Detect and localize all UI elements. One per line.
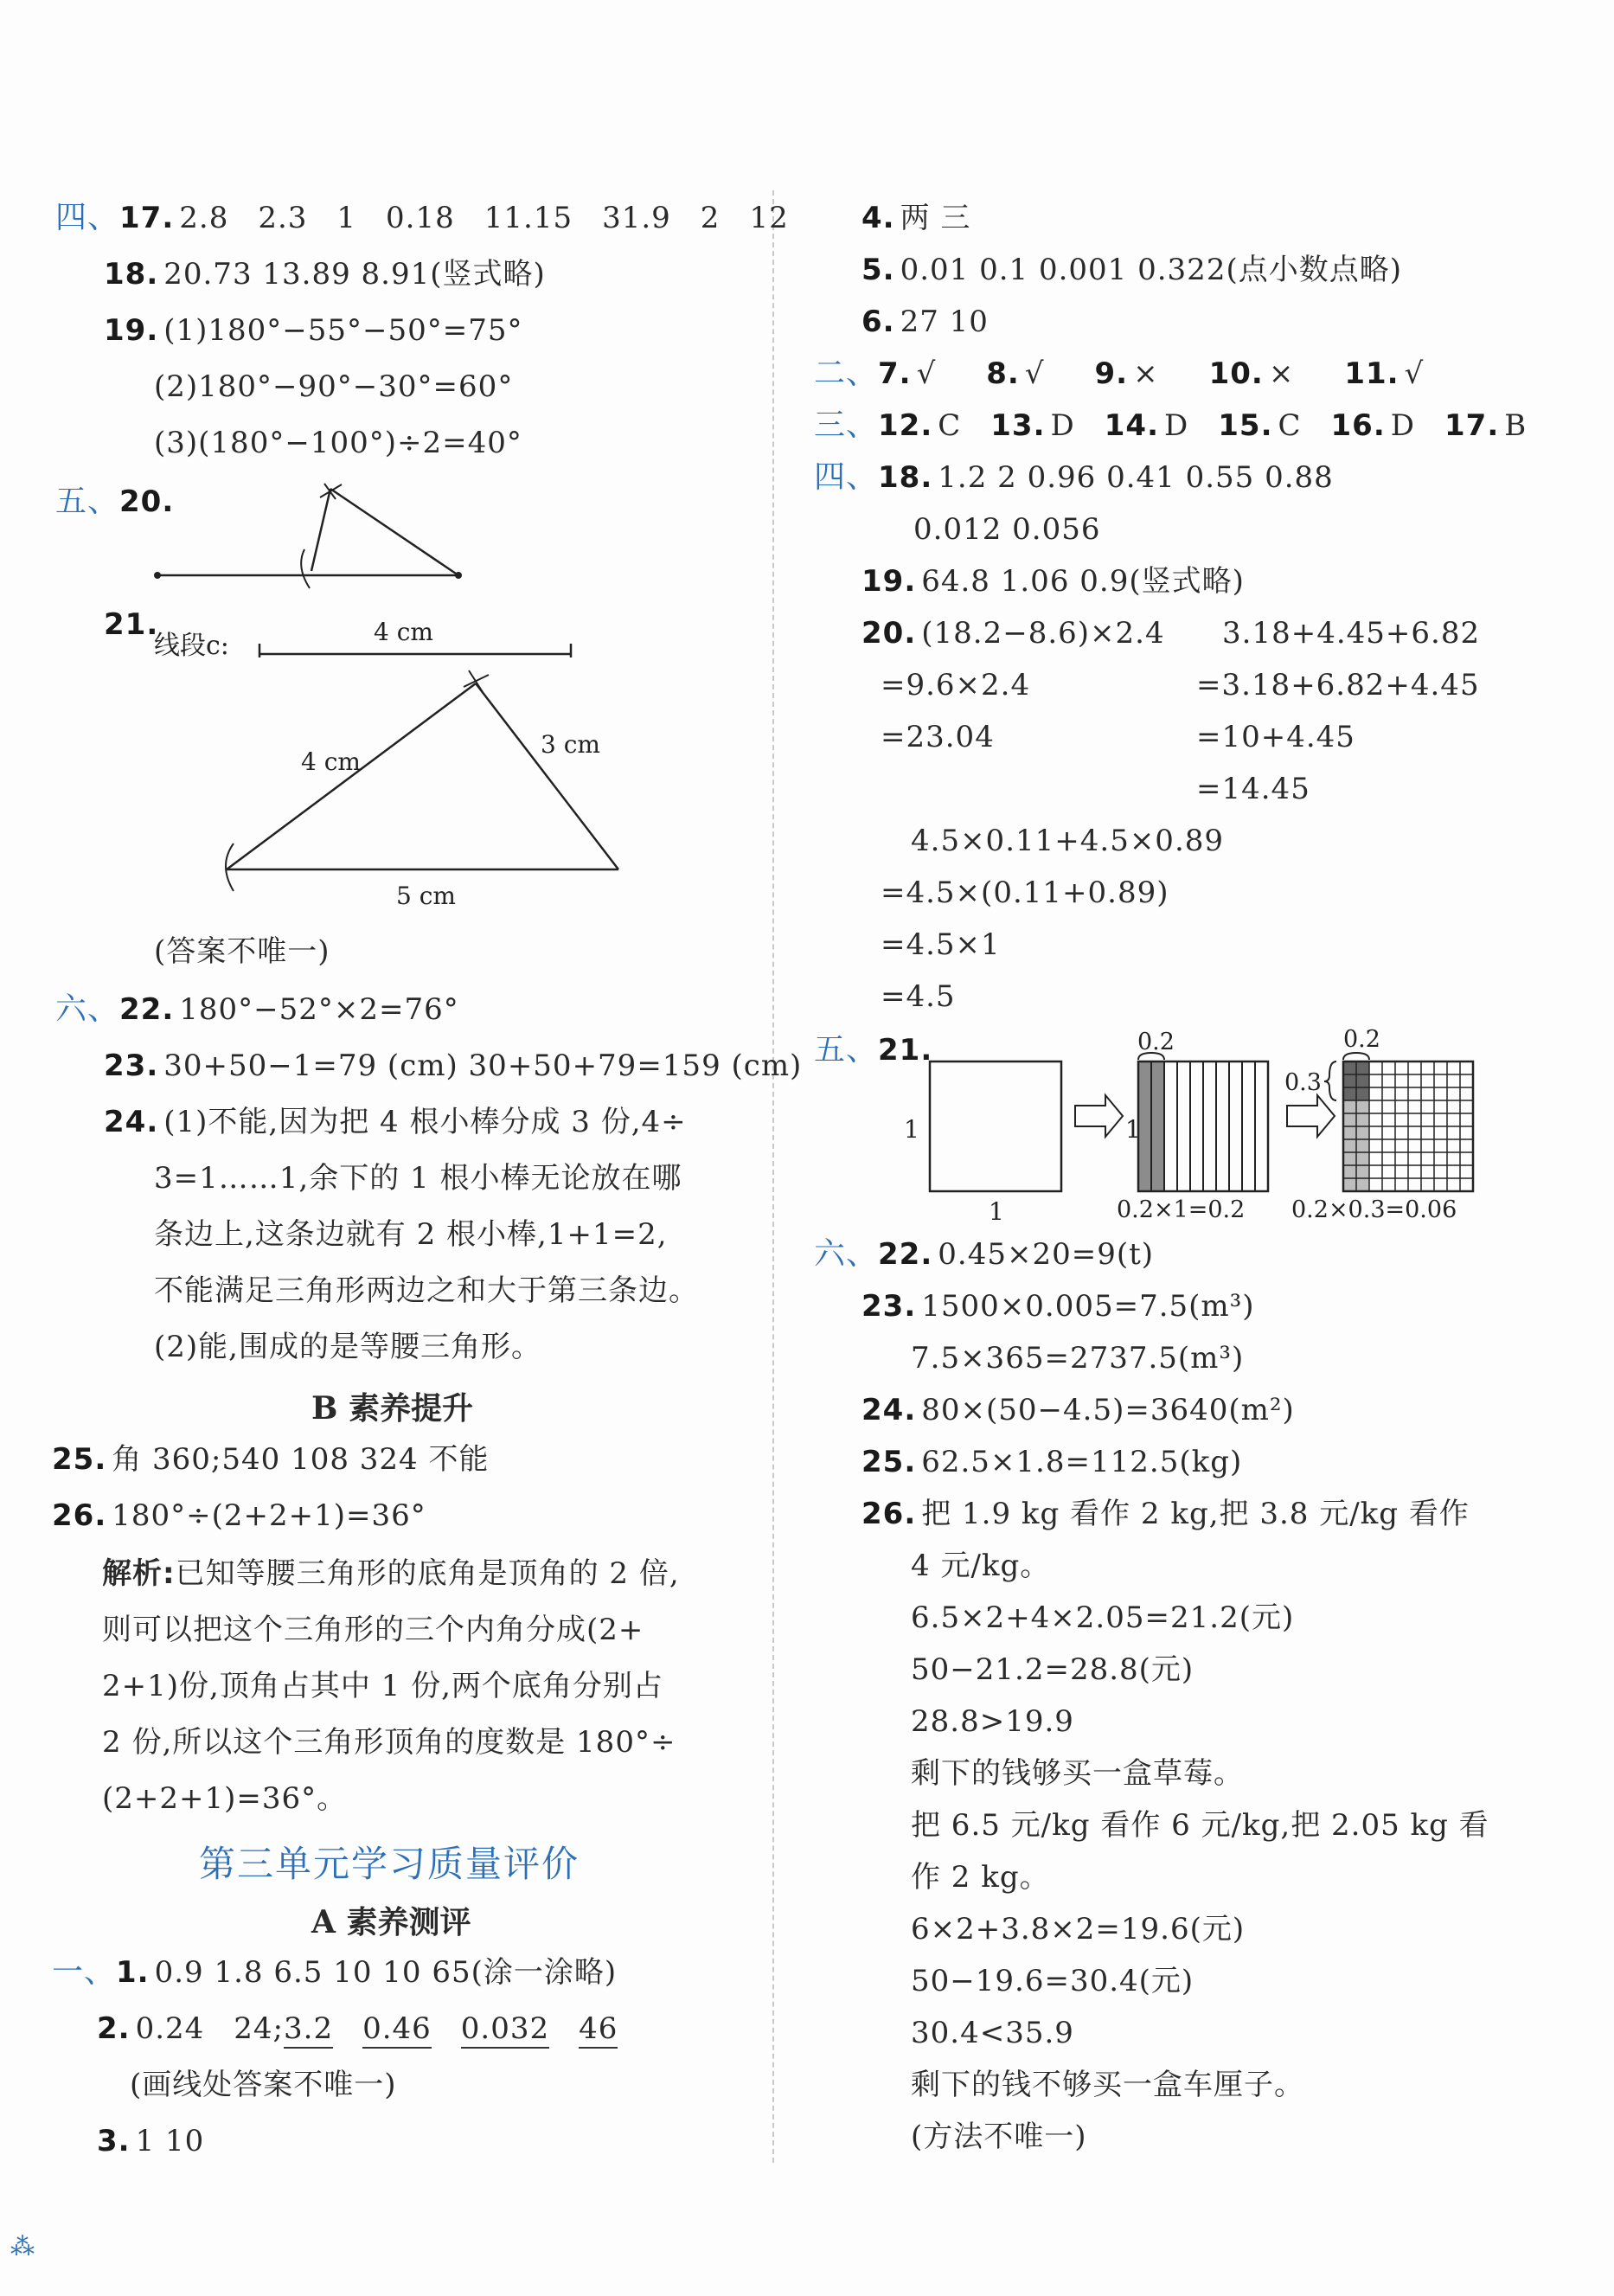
answer-26: 26. 180°÷(2+2+1)=36° — [52, 1498, 426, 1533]
question-number: 17. — [119, 201, 175, 235]
decimal-area-model — [893, 1017, 1611, 1233]
analysis-line2: 则可以把这个三角形的三个内角分成(2+ — [102, 1613, 644, 1647]
answer-18: 18. 20.73 13.89 8.91(竖式略) — [104, 257, 546, 292]
answer-24: 24. (1)不能,因为把 4 根小棒分成 3 份,4÷ — [104, 1105, 687, 1139]
heading-b: B 素养提升 — [311, 1390, 473, 1427]
answer-r20-c1: 4.5×0.11+4.5×0.89 — [911, 824, 1225, 858]
corner-mark-icon: ⁂ — [10, 2232, 35, 2261]
answer-24-line4: 不能满足三角形两边之和大于第三条边。 — [154, 1273, 699, 1308]
side-left-label: 4 cm — [301, 747, 361, 776]
answer-r20-b3: =10+4.45 — [1196, 720, 1355, 754]
answer-r20-b4: =14.45 — [1196, 772, 1310, 806]
answer-r22: 六、22. 0.45×20=9(t) — [814, 1236, 1155, 1272]
answer-24-line2: 3=1……1,余下的 1 根小棒无论放在哪 — [154, 1161, 682, 1196]
answer-r26-line6: 剩下的钱够买一盒草莓。 — [911, 1756, 1244, 1791]
triangle-construction-20 — [147, 480, 476, 593]
triangle-construction-21 — [147, 606, 631, 917]
grid-top-label: 0.2 — [1343, 1026, 1380, 1053]
unit-square — [930, 1061, 1061, 1191]
answer-1: 一、1. 0.9 1.8 6.5 10 10 65(涂一涂略) — [52, 1954, 618, 1990]
grid-caption: 0.2×0.3=0.06 — [1291, 1196, 1457, 1223]
answer-r20-a2: =9.6×2.4 — [881, 668, 1031, 702]
answer-3: 3. 1 10 — [97, 2124, 205, 2158]
answer-r18-line2: 0.012 0.056 — [913, 512, 1101, 547]
answer-25: 25. 角 360;540 108 324 不能 — [52, 1442, 490, 1477]
answer-r21: 五、21. — [814, 1032, 933, 1068]
answer-r23-line2: 7.5×365=2737.5(m³) — [911, 1341, 1245, 1376]
answer-r24: 24. 80×(50−4.5)=3640(m²) — [861, 1393, 1295, 1427]
answer-r26-line3: 6.5×2+4×2.05=21.2(元) — [911, 1600, 1295, 1635]
answer-r5: 5. 0.01 0.1 0.001 0.322(点小数点略) — [861, 253, 1402, 287]
analysis-line4: 2 份,所以这个三角形顶角的度数是 180°÷ — [102, 1725, 676, 1760]
answer-r19: 19. 64.8 1.06 0.9(竖式略) — [861, 564, 1245, 599]
section-label: 四、 — [55, 200, 120, 235]
answer-r26-line11: 30.4<35.9 — [911, 2016, 1074, 2050]
answer-r25: 25. 62.5×1.8=112.5(kg) — [861, 1445, 1243, 1479]
hundredths-model — [1324, 1061, 1473, 1191]
side-right-label: 3 cm — [541, 730, 600, 759]
analysis-label: 解析: — [102, 1556, 176, 1591]
answer-r26: 26. 把 1.9 kg 看作 2 kg,把 3.8 元/kg 看作 — [861, 1497, 1470, 1531]
unit-title: 第三单元学习质量评价 — [199, 1843, 580, 1885]
answer-19-line3: (3)(180°−100°)÷2=40° — [154, 426, 522, 460]
mid-caption: 0.2×1=0.2 — [1117, 1196, 1246, 1223]
answer-r20-c2: =4.5×(0.11+0.89) — [881, 875, 1169, 910]
arrow-right-icon — [1287, 1095, 1335, 1137]
mid-top-label: 0.2 — [1137, 1029, 1175, 1055]
side-bottom-label: 5 cm — [396, 882, 456, 910]
answer-r20: 20. (18.2−8.6)×2.4 — [861, 616, 1165, 651]
answer-r23: 23. 1500×0.005=7.5(m³) — [861, 1289, 1255, 1324]
answer-r26-line5: 28.8>19.9 — [911, 1704, 1074, 1739]
section-2-answers: 二、7. √ 8. √ 9. × 10. × 11. √ — [814, 356, 1425, 391]
answer-23: 23. 30+50−1=79 (cm) 30+50+79=159 (cm) — [104, 1049, 803, 1083]
analysis-line5: (2+2+1)=36°。 — [102, 1781, 348, 1816]
segment-length: 4 cm — [374, 618, 433, 646]
answer-19: 19. (1)180°−55°−50°=75° — [104, 313, 523, 348]
segment-label: 线段c: — [154, 631, 229, 661]
square-bottom-label: 1 — [989, 1197, 1004, 1226]
answer-r6: 6. 27 10 — [861, 305, 989, 339]
answer-r20-c3: =4.5×1 — [881, 927, 1001, 962]
answer-r20-c4: =4.5 — [881, 979, 956, 1014]
answer-r20-a3: =23.04 — [881, 720, 995, 754]
column-divider — [772, 190, 774, 2163]
answer-r26-line7: 把 6.5 元/kg 看作 6 元/kg,把 2.05 kg 看 — [911, 1808, 1489, 1843]
answer-21-note: (答案不唯一) — [154, 934, 330, 969]
grid-side-label: 0.3 — [1284, 1069, 1322, 1096]
analysis-line3: 2+1)份,顶角占其中 1 份,两个底角分别占 — [102, 1669, 663, 1703]
answer-r26-line12: 剩下的钱不够买一盒车厘子。 — [911, 2068, 1304, 2102]
answer-r26-line10: 50−19.6=30.4(元) — [911, 1964, 1194, 1998]
answer-21: 21. — [104, 607, 159, 642]
heading-a: A 素养测评 — [311, 1904, 471, 1940]
answer-r26-line2: 4 元/kg。 — [911, 1549, 1051, 1583]
answer-20: 五、20. — [55, 484, 175, 519]
square-side-label: 1 — [904, 1115, 919, 1144]
mid-side-label: 1 — [1125, 1115, 1141, 1144]
answer-24-line5: (2)能,围成的是等腰三角形。 — [154, 1330, 541, 1364]
answer-19-line2: (2)180°−90°−30°=60° — [154, 369, 514, 404]
answer-2-note: (画线处答案不唯一) — [130, 2068, 397, 2102]
answer-r20-b2: =3.18+6.82+4.45 — [1196, 668, 1480, 702]
answer-r26-line8: 作 2 kg。 — [911, 1860, 1050, 1895]
answer-22: 六、22. 180°−52°×2=76° — [55, 991, 459, 1027]
tenths-model — [1138, 1061, 1268, 1191]
answer-r4: 4. 两 三 — [861, 201, 971, 235]
answer-2: 2. 0.24 24;3.2 0.46 0.032 46 — [97, 2010, 618, 2048]
answer-17: 四、17. 2.8 2.3 1 0.18 11.15 31.9 2 12 — [55, 200, 789, 235]
answer-r26-line13: (方法不唯一) — [911, 2120, 1087, 2154]
analysis-line1: 解析:已知等腰三角形的底角是顶角的 2 倍, — [102, 1556, 680, 1591]
section-3-answers: 三、12. C 13. D 14. D 15. C 16. D 17. B — [814, 407, 1528, 443]
answer-r18: 四、18. 1.2 2 0.96 0.41 0.55 0.88 — [814, 459, 1334, 495]
answer-r26-line9: 6×2+3.8×2=19.6(元) — [911, 1912, 1246, 1946]
answer-r26-line4: 50−21.2=28.8(元) — [911, 1652, 1194, 1687]
answer-r20-b1: 3.18+4.45+6.82 — [1222, 616, 1481, 651]
answer-24-line3: 条边上,这条边就有 2 根小棒,1+1=2, — [154, 1217, 668, 1252]
arrow-right-icon — [1075, 1095, 1123, 1137]
